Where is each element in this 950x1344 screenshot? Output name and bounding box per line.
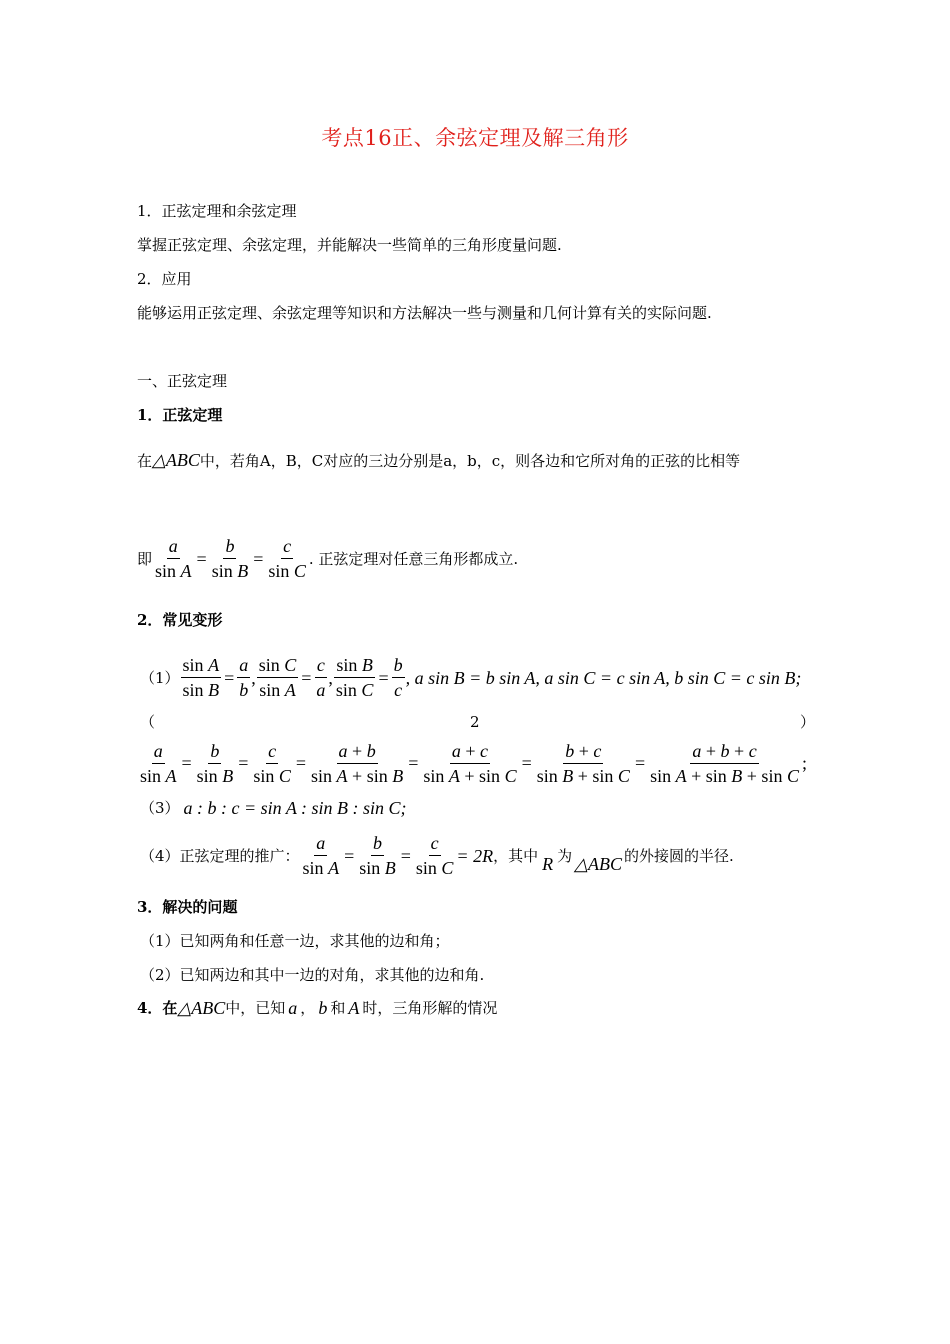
- req-item2-body: 能够运用正弦定理、余弦定理等知识和方法解决一些与测量和几何计算有关的实际问题.: [137, 304, 712, 322]
- variant-1-formula: $\frac{\text{sin A}}{\text{sin B}}$ = $\frac{a}{b}$ , $\frac{\text{sin C}}{\text{sin A}}$ = $\frac{c}{a}$ , $\frac{\text{sin B}}{\text{sin C}}$ = $\frac{b}{c}$ , a sin B = b sin A, a sin C = c sin A, b sin C = c sin B;: [182, 655, 802, 700]
- variant-4-R: R: [542, 853, 554, 874]
- sub4-triangle: △ABC: [177, 998, 226, 1018]
- ji-label: 即: [137, 549, 153, 568]
- sub4-prefix: 4．在: [137, 999, 178, 1017]
- variant-4-label: （4）正弦定理的推广：: [140, 846, 300, 865]
- variant-4-mid: ，其中: [493, 846, 539, 865]
- page-title: 考点16正、余弦定理及解三角形: [321, 126, 629, 150]
- triangle-abc: △ABC: [152, 450, 200, 470]
- problem-2: （2）已知两边和其中一边的对角，求其他的边和角.: [140, 966, 485, 984]
- req-item1-heading: 1．正弦定理和余弦定理: [137, 202, 297, 220]
- sine-law-paragraph: [137, 450, 740, 471]
- req-item1-body: 掌握正弦定理、余弦定理，并能解决一些简单的三角形度量问题.: [137, 236, 562, 254]
- variant-3-label: （3）: [140, 799, 180, 817]
- para-prefix: 在: [137, 452, 153, 470]
- sub-heading-sine-law: 1．正弦定理: [137, 406, 223, 424]
- variant-4-wei: 为: [557, 846, 573, 865]
- problem-1: （1）已知两角和任意一边，求其他的边和角；: [140, 932, 450, 950]
- variant-2-open: （: [140, 713, 156, 731]
- sub-heading-problems: 3．解决的问题: [137, 898, 238, 916]
- sub4-and: 和: [330, 999, 346, 1017]
- variant-4-triangle: △ABC: [574, 853, 622, 874]
- frac-c-sinC: $\frac{c}{\text{sin C}}$: [268, 536, 306, 581]
- variant-4: [140, 832, 734, 879]
- variant-4-formula: $\frac{a}{\text{sin A}}$ = $\frac{b}{\text{sin B}}$ = $\frac{c}{\text{sin C}}$ = 2R: [302, 833, 494, 878]
- variant-1-label: （1）: [140, 668, 180, 687]
- variant-2-number: 2: [470, 713, 480, 731]
- ratio-tail: . 正弦定理对任意三角形都成立.: [308, 549, 519, 568]
- frac-b-sinB: $\frac{b}{\text{sin B}}$: [211, 536, 249, 581]
- sub4-tail: 时，三角形解的情况: [362, 999, 498, 1017]
- sub-heading-variants: 2．常见变形: [137, 611, 223, 629]
- sub4-mid1: 中，已知: [225, 999, 286, 1017]
- frac-a-sinA: $\frac{a}{\text{sin A}}$: [155, 536, 192, 581]
- variant-2-close: ）: [800, 713, 816, 731]
- variant-4-eq: = 2R: [456, 845, 494, 866]
- variant-1: [140, 654, 801, 701]
- sub4-b: b: [318, 998, 328, 1018]
- section-heading-sine-law: 一、正弦定理: [137, 372, 228, 390]
- sub4-a: a: [288, 998, 298, 1018]
- variant-4-tail: 的外接圆的半径.: [623, 846, 734, 865]
- variant-1-tail: , a sin B = b sin A, a sin C = c sin A, b sin C = c sin B;: [405, 667, 802, 688]
- sine-law-ratio-line: [137, 535, 518, 582]
- variant-3-formula: a : b : c = sin A : sin B : sin C;: [183, 798, 407, 818]
- sub4-A: A: [348, 998, 360, 1018]
- variant-2-formula: $\frac{a}{\text{sin A}}$ = $\frac{b}{\text{sin B}}$ = $\frac{c}{\text{sin C}}$ = $\frac{a + b}{\text{sin A + sin B}}$ = $\frac{a + c}{\text{sin A + sin C}}$ = $\frac{b + c}{\text{sin B + sin C}}$ = $\frac{a + b + c}{\text{sin A + sin B + sin C}}$ ;: [140, 741, 807, 786]
- sub-heading-solutions: 4．在 △ABC 中，已知 a ， b 和 A 时，三角形解的情况: [137, 998, 498, 1018]
- variant-3: [140, 798, 407, 818]
- req-item2-heading: 2．应用: [137, 270, 192, 288]
- para-rest: 中，若角A，B，C对应的三边分别是a，b，c，则各边和它所对角的正弦的比相等: [199, 452, 741, 470]
- sine-law-formula: $\frac{a}{\text{sin A}}$ = $\frac{b}{\text{sin B}}$ = $\frac{c}{\text{sin C}}$: [155, 536, 306, 581]
